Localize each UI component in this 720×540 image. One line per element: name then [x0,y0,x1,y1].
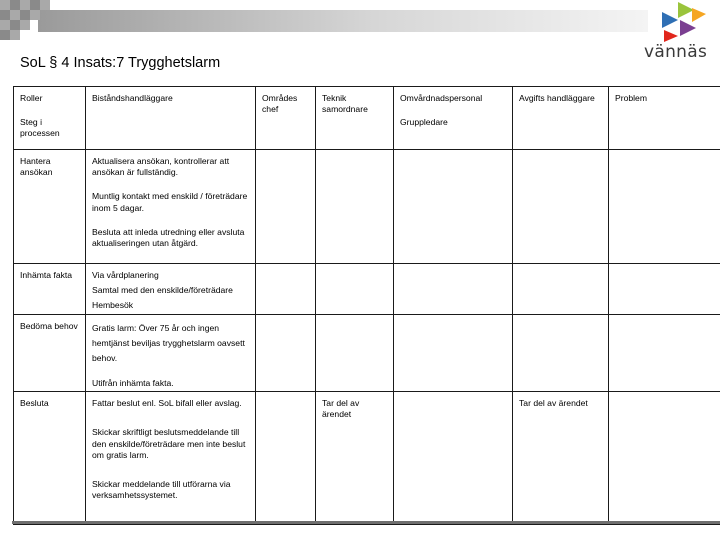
row-label-cell [14,150,86,264]
row-label-cell [14,392,86,525]
row-label-cell [14,264,86,315]
empty-cell [609,150,720,264]
bistand-cell [86,264,256,315]
process-table [13,86,720,525]
empty-cell [256,392,316,525]
bistand-cell [86,315,256,392]
header-omrades: Områdes chef [262,93,298,115]
bistand-cell [86,150,256,264]
cell-text: Hembesök [92,300,134,311]
empty-cell [513,315,609,392]
header-problem-cell [609,87,720,150]
cell-text: Utifrån inhämta fakta. [92,378,174,389]
header-problem: Problem [615,93,647,103]
page-title: SoL § 4 Insats:7 Trygghetslarm [20,55,221,71]
empty-cell [609,264,720,315]
header-row [14,87,720,150]
header-avgifts: Avgifts handläggare [519,93,595,103]
empty-cell [256,315,316,392]
empty-cell [513,264,609,315]
table-row [14,150,720,264]
avgifts-cell [513,392,609,525]
logo-wordmark: vännäs [644,42,708,62]
header-steg: Steg i processen [20,117,60,139]
cell-text: Tar del av ärendet [519,398,588,409]
row-label: Bedöma behov [20,321,78,331]
header-bistand-cell [86,87,256,150]
empty-cell [394,150,513,264]
empty-cell [256,264,316,315]
header-omvard: Omvårdnadspersonal [400,93,483,103]
cell-text: Via vårdplanering [92,270,159,280]
bottom-divider [12,521,720,524]
empty-cell [316,150,394,264]
table-row [14,392,720,525]
cell-text: Fattar beslut enl. SoL bifall eller avslag. [92,398,242,409]
table-row [14,315,720,392]
empty-cell [394,264,513,315]
header-grupp: Gruppledare [400,117,448,128]
empty-cell [609,315,720,392]
table-row [14,264,720,315]
empty-cell [609,392,720,525]
header-bistand: Biståndshandläggare [92,93,173,103]
empty-cell [316,315,394,392]
header-roller-cell [14,87,86,150]
cell-text: Skickar meddelande till utförarna via verksamhetssystemet. [92,478,231,501]
cell-text: Skickar skriftligt beslutsmeddelande till den enskilde/företrädare men inte beslut om gratis larm. [92,427,246,460]
header-roller: Roller [20,93,43,103]
bistand-cell [86,392,256,525]
empty-cell [394,392,513,525]
cell-text: Muntlig kontakt med enskild / företrädare inom 5 dagar. [92,191,248,213]
row-label: Hantera ansökan [20,156,53,178]
cell-text: Samtal med den enskilde/företrädare [92,285,233,296]
teknik-cell [316,392,394,525]
row-label: Inhämta fakta [20,270,73,280]
empty-cell [394,315,513,392]
header-teknik-cell [316,87,394,150]
decorative-header-band [0,0,720,48]
empty-cell [513,150,609,264]
header-omrades-cell [256,87,316,150]
empty-cell [256,150,316,264]
cell-text: Gratis larm: Över 75 år och ingen hemtjänst beviljas trygghetslarm oavsett behov. [92,323,245,364]
cell-text: Besluta att inleda utredning eller avsluta aktualiseringen utan åtgärd. [92,226,245,248]
header-teknik: Teknik samordnare [322,93,368,115]
cell-text: Aktualisera ansökan, kontrollerar att ansökan är fullständig. [92,156,230,178]
header-avgifts-cell [513,87,609,150]
header-omvard-cell [394,87,513,150]
row-label: Besluta [20,398,49,409]
row-label-cell [14,315,86,392]
cell-text: Tar del av ärendet [322,398,360,420]
empty-cell [316,264,394,315]
